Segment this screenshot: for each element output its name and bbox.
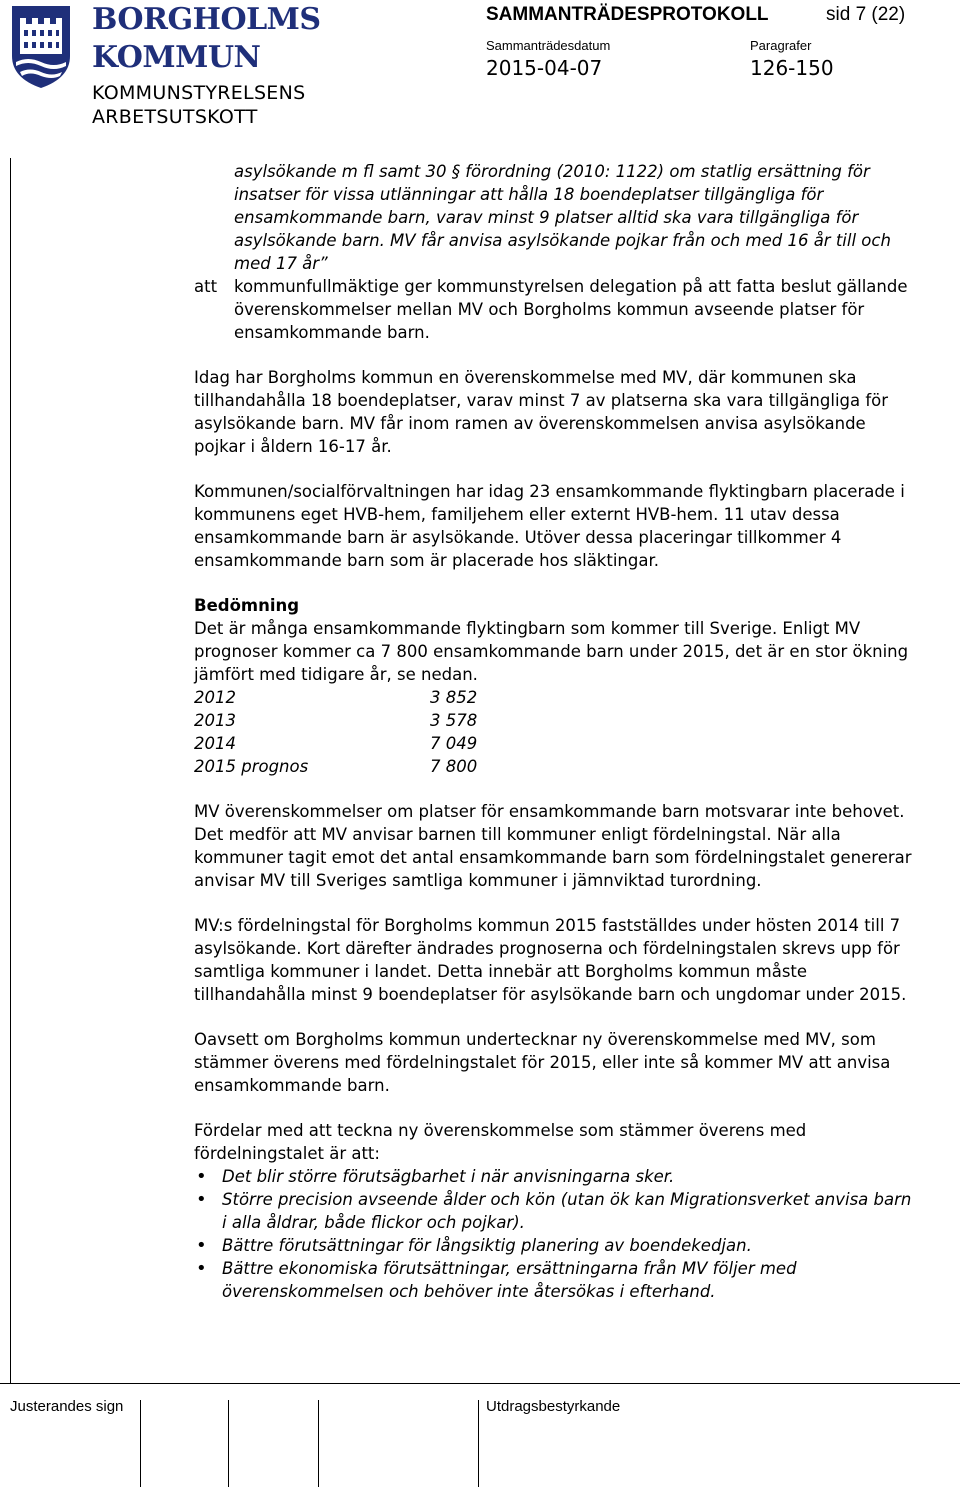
org-name-line1: KOMMUNSTYRELSENS	[92, 82, 306, 104]
stats-row: 2013 3 578	[194, 711, 478, 730]
stats-row: 2015 prognos 7 800	[194, 757, 478, 776]
sign-box-divider	[228, 1400, 229, 1487]
paragraphs-label: Paragrafer	[750, 38, 812, 53]
left-margin-rule	[10, 158, 11, 1383]
quoted-proposal: asylsökande m fl samt 30 § förordning (2010: 1122) om statlig ersättning för insatser för vissa utlänningar att hålla 18 boendeplatser tillgängliga för ensamkommande barn, varav minst 9 platser alltid ska vara tillgängliga för asylsökande barn. MV får anvisa asylsökande pojkar från och med 16 år till och med 17 år”	[234, 162, 891, 273]
brand-name-line1: BORGHOLMS	[92, 2, 321, 37]
paragraphs-value: 126-150	[750, 56, 834, 80]
paragraph-distribution: MV:s fördelningstal för Borgholms kommun 2015 fastställdes under hösten 2014 till 7 asylsökande. Kort därefter ändrades prognoserna och fördelningstalen skrevs upp för samtliga kommuner i landet. Detta innebär att Borgholms kommun måste tillhandahålla minst 9 boendeplatser för asylsökande barn och ungdomar under 2015.	[194, 916, 907, 1004]
extract-label: Utdragsbestyrkande	[486, 1398, 621, 1415]
list-item: • Större precision avseende ålder och kön (utan ök kan Migrationsverket anvisa barn i alla åldrar, både flickor och pojkar).	[222, 1188, 914, 1234]
list-item: • Det blir större förutsägbarhet i när anvisningarna sker.	[222, 1165, 914, 1188]
page-indicator: sid 7 (22)	[826, 4, 906, 25]
date-value: 2015-04-07	[486, 56, 603, 80]
stats-row: 2012 3 852	[194, 688, 478, 707]
statistics-table	[194, 686, 914, 778]
document-title: SAMMANTRÄDESPROTOKOLL	[486, 4, 769, 25]
protocol-body	[194, 160, 914, 1303]
paragraph-advantages: Fördelar med att teckna ny överenskommelse som stämmer överens med fördelningstalet är att:	[194, 1121, 807, 1163]
paragraph-agreements: MV överenskommelser om platser för ensamkommande barn motsvarar inte behovet. Det medför att MV anvisar barnen till kommuner enligt fördelningstal. När alla kommuner tagit emot det antal ensamkommande barn som fördelningstalet genererar anvisar MV till Sveriges samtliga kommuner i jämnviktad turordning.	[194, 802, 912, 890]
footer-rule	[0, 1383, 960, 1384]
advantages-list	[194, 1165, 914, 1303]
brand-name-line2: KOMMUN	[92, 40, 261, 75]
sign-box-divider	[140, 1400, 141, 1487]
org-name-line2: ARBETSUTSKOTT	[92, 106, 258, 128]
section-heading: Bedömning	[194, 596, 300, 615]
paragraph-placements: Kommunen/socialförvaltningen har idag 23 ensamkommande flyktingbarn placerade i kommunens eget HVB-hem, familjehem eller externt HVB-hem. 11 utav dessa ensamkommande barn är asylsökande. Utöver dessa placeringar tillkommer 4 ensamkommande barn som är placerade hos släktingar.	[194, 482, 905, 570]
list-item: • Bättre förutsättningar för långsiktig planering av boendekedjan.	[222, 1234, 914, 1257]
date-label: Sammanträdesdatum	[486, 38, 611, 53]
borgholm-logo	[10, 4, 72, 90]
sign-label: Justerandes sign	[10, 1398, 124, 1415]
att-clause	[194, 275, 914, 344]
list-item: • Bättre ekonomiska förutsättningar, ersättningarna från MV följer med överenskommelsen och behöver inte återsökas i efterhand.	[222, 1257, 914, 1303]
paragraph-regardless: Oavsett om Borgholms kommun undertecknar ny överenskommelse med MV, som stämmer överens med fördelningstalet för 2015, eller inte så kommer MV att anvisa ensamkommande barn.	[194, 1030, 891, 1095]
att-text: kommunfullmäktige ger kommunstyrelsen delegation på att fatta beslut gällande överenskommelser mellan MV och Borgholms kommun avseende platser för ensamkommande barn.	[234, 277, 908, 342]
paragraph-forecast: Det är många ensamkommande flyktingbarn som kommer till Sverige. Enligt MV prognoser kommer ca 7 800 ensamkommande barn under 2015, det är en stor ökning jämfört med tidigare år, se nedan.	[194, 619, 909, 684]
stats-row: 2014 7 049	[194, 734, 478, 753]
att-label: att	[194, 277, 218, 296]
paragraph-current-agreement: Idag har Borgholms kommun en överenskommelse med MV, där kommunen ska tillhandahålla 18 boendeplatser, varav minst 7 av platserna ska vara tillgängliga för asylsökande barn. MV får inom ramen av överenskommelsen anvisa asylsökande pojkar i åldern 16-17 år.	[194, 368, 889, 456]
sign-box-divider	[478, 1400, 479, 1487]
sign-box-divider	[318, 1400, 319, 1487]
